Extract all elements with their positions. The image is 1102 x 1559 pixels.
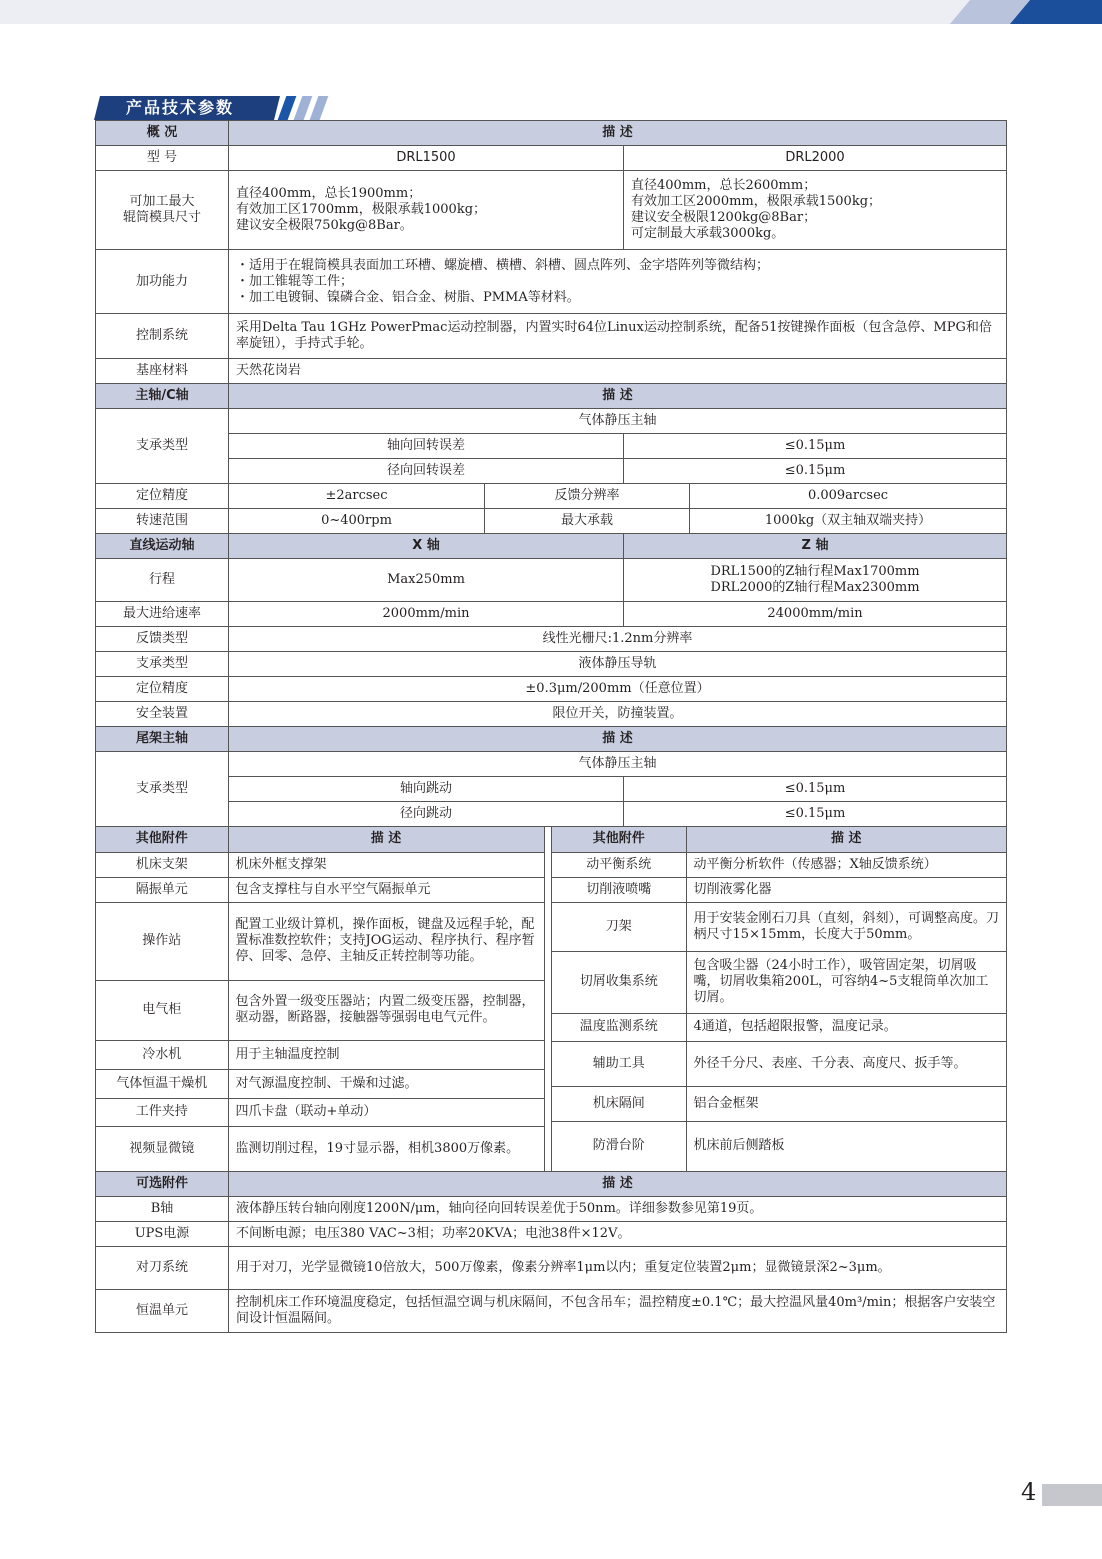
accessories-right bbox=[552, 827, 1006, 1171]
table-row bbox=[96, 1247, 1007, 1290]
header-desc: 描 述 bbox=[686, 827, 1006, 852]
row-label: 切削液喷嘴 bbox=[552, 878, 686, 903]
row-label: 辅助工具 bbox=[552, 1041, 686, 1087]
cell-value: 对气源温度控制、干燥和过滤。 bbox=[228, 1069, 544, 1098]
title-stripe bbox=[294, 96, 313, 120]
cell-value: ≤0.15μm bbox=[624, 434, 1007, 459]
cell-value: 铝合金框架 bbox=[686, 1087, 1006, 1121]
header-x-axis: X 轴 bbox=[229, 534, 624, 559]
cell-value: 切削液雾化器 bbox=[686, 878, 1006, 903]
cell-value: 四爪卡盘（联动+单动） bbox=[228, 1098, 544, 1126]
row-label: 切屑收集系统 bbox=[552, 951, 686, 1013]
accessories-wrap bbox=[96, 827, 1006, 1171]
cell-value: 包含吸尘器（24小时工作），吸管固定架，切屑吸嘴，切屑收集箱200L，可容纳4~5支辊筒单次加工切屑。 bbox=[686, 951, 1006, 1013]
cell-value: 液体静压导轨 bbox=[229, 652, 1007, 677]
row-label: 安全装置 bbox=[96, 702, 229, 727]
cell-value: 包含支撑柱与自水平空气隔振单元 bbox=[228, 877, 544, 902]
row-label: 控制系统 bbox=[96, 314, 229, 359]
cell-value: 控制机床工作环境温度稳定，包括恒温空调与机床隔间，不包含吊车；温控精度±0.1℃；最大控温风量40m³/min；根据客户安装空间设计恒温隔间。 bbox=[229, 1290, 1007, 1333]
table-row bbox=[96, 509, 1007, 534]
row-label: 行程 bbox=[96, 559, 229, 602]
table-row bbox=[96, 627, 1007, 652]
cell-value: 用于安装金刚石刀具（直刻，斜刻），可调整高度。刀柄尺寸15×15mm，长度大于50mm。 bbox=[686, 903, 1006, 952]
model-b: DRL2000 bbox=[624, 146, 1007, 171]
header-z-axis: Z 轴 bbox=[624, 534, 1007, 559]
row-label: 恒温单元 bbox=[96, 1290, 229, 1333]
page-number: 4 bbox=[1021, 1478, 1037, 1506]
row-label: 机床隔间 bbox=[552, 1087, 686, 1121]
table-row bbox=[96, 484, 1007, 509]
title-stripe bbox=[278, 96, 297, 120]
cell-value: 机床前后侧踏板 bbox=[686, 1121, 1006, 1171]
table-row bbox=[96, 146, 1007, 171]
table-row bbox=[96, 359, 1007, 384]
model-a: DRL1500 bbox=[229, 146, 624, 171]
row-label: 动平衡系统 bbox=[552, 852, 686, 877]
row-label: 定位精度 bbox=[96, 677, 229, 702]
table-row bbox=[96, 652, 1007, 677]
section-header-linear bbox=[96, 534, 1007, 559]
max-size-a: 直径400mm，总长1900mm； 有效加工区1700mm，极限承载1000kg； 建议安全极限750kg@8Bar。 bbox=[229, 171, 624, 250]
cell-value: 监测切削过程，19寸显示器，相机3800万像素。 bbox=[228, 1126, 544, 1171]
row-label: 转速范围 bbox=[96, 509, 229, 534]
row-label: 操作站 bbox=[96, 902, 228, 980]
row-label: 防滑台阶 bbox=[552, 1121, 686, 1171]
header-accessories: 其他附件 bbox=[96, 827, 228, 852]
table-row bbox=[96, 314, 1007, 359]
cell-label: 轴向回转误差 bbox=[229, 434, 624, 459]
row-label: 反馈类型 bbox=[96, 627, 229, 652]
section-header-general bbox=[96, 121, 1007, 146]
feed-x: 2000mm/min bbox=[229, 602, 624, 627]
row-label: 电气柜 bbox=[96, 980, 228, 1040]
row-label: 加功能力 bbox=[96, 250, 229, 314]
header-optional: 可选附件 bbox=[96, 1172, 229, 1197]
stroke-x: Max250mm bbox=[229, 559, 624, 602]
row-label: 定位精度 bbox=[96, 484, 229, 509]
accessories-gap bbox=[545, 827, 553, 1171]
cell-value: ≤0.15μm bbox=[624, 459, 1007, 484]
cell-label: 最大承载 bbox=[485, 509, 690, 534]
header-spindle: 主轴/C轴 bbox=[96, 384, 229, 409]
row-label: 支承类型 bbox=[96, 652, 229, 677]
header-desc: 描 述 bbox=[229, 121, 1007, 146]
cell-label: 径向跳动 bbox=[229, 802, 624, 827]
row-label: 可加工最大 辊筒模具尺寸 bbox=[96, 171, 229, 250]
table-row bbox=[96, 559, 1007, 602]
table-row bbox=[96, 602, 1007, 627]
spindle-support: 气体静压主轴 bbox=[229, 409, 1007, 434]
row-label: UPS电源 bbox=[96, 1222, 229, 1247]
cell-value: 配置工业级计算机，操作面板，键盘及远程手轮，配置标准数控软件；支持JOG运动、程序执行、程序暂停、回零、急停、主轴反正转控制等功能。 bbox=[228, 902, 544, 980]
header-accessories: 其他附件 bbox=[552, 827, 686, 852]
row-label: B轴 bbox=[96, 1197, 229, 1222]
cell-value: 线性光栅尺:1.2nm分辨率 bbox=[229, 627, 1007, 652]
cell-value: 0~400rpm bbox=[229, 509, 485, 534]
control-text: 采用Delta Tau 1GHz PowerPmac运动控制器，内置实时64位Linux运动控制系统，配备51按键操作面板（包含急停、MPG和倍率旋钮），手持式手轮。 bbox=[229, 314, 1007, 359]
row-label: 支承类型 bbox=[96, 409, 229, 484]
page-number-bar bbox=[1042, 1484, 1102, 1506]
header-linear: 直线运动轴 bbox=[96, 534, 229, 559]
table-row bbox=[96, 677, 1007, 702]
table-row bbox=[96, 250, 1007, 314]
cell-value: 外径千分尺、表座、千分表、高度尺、扳手等。 bbox=[686, 1041, 1006, 1087]
row-label: 型 号 bbox=[96, 146, 229, 171]
cell-value: 用于主轴温度控制 bbox=[228, 1040, 544, 1069]
table-row bbox=[96, 777, 1007, 802]
accessories-left bbox=[96, 827, 545, 1171]
row-label: 支承类型 bbox=[96, 752, 229, 827]
row-label: 对刀系统 bbox=[96, 1247, 229, 1290]
table-row bbox=[96, 434, 1007, 459]
cell-value: ±2arcsec bbox=[229, 484, 485, 509]
row-label: 气体恒温干燥机 bbox=[96, 1069, 228, 1098]
row-label: 工件夹持 bbox=[96, 1098, 228, 1126]
cell-value: ±0.3μm/200mm（任意位置） bbox=[229, 677, 1007, 702]
row-label: 刀架 bbox=[552, 903, 686, 952]
table-row bbox=[96, 802, 1007, 827]
header-desc: 描 述 bbox=[228, 827, 544, 852]
cell-value: ≤0.15μm bbox=[624, 802, 1007, 827]
cell-label: 轴向跳动 bbox=[229, 777, 624, 802]
cell-value: 限位开关，防撞装置。 bbox=[229, 702, 1007, 727]
cell-value: 0.009arcsec bbox=[690, 484, 1007, 509]
accessories-row bbox=[96, 827, 1007, 1172]
spec-table bbox=[95, 120, 1007, 1333]
table-row bbox=[96, 1197, 1007, 1222]
base-text: 天然花岗岩 bbox=[229, 359, 1007, 384]
table-row bbox=[96, 171, 1007, 250]
tail-support: 气体静压主轴 bbox=[229, 752, 1007, 777]
header-desc: 描 述 bbox=[229, 727, 1007, 752]
cell-value: 机床外框支撑架 bbox=[228, 852, 544, 877]
row-label: 冷水机 bbox=[96, 1040, 228, 1069]
row-label: 机床支架 bbox=[96, 852, 228, 877]
cell-value: ≤0.15μm bbox=[624, 777, 1007, 802]
section-title: 产品技术参数 bbox=[126, 98, 235, 117]
table-row bbox=[96, 459, 1007, 484]
cell-value: 液体静压转台轴向刚度1200N/μm，轴向径向回转误差优于50nm。详细参数参见第19页。 bbox=[229, 1197, 1007, 1222]
table-row bbox=[96, 702, 1007, 727]
stroke-z: DRL1500的Z轴行程Max1700mm DRL2000的Z轴行程Max2300mm bbox=[624, 559, 1007, 602]
cell-value: 不间断电源；电压380 VAC~3相；功率20KVA；电池38件×12V。 bbox=[229, 1222, 1007, 1247]
cell-label: 径向回转误差 bbox=[229, 459, 624, 484]
cell-value: 用于对刀，光学显微镜10倍放大，500万像素，像素分辨率1μm以内；重复定位装置2μm；显微镜景深2~3μm。 bbox=[229, 1247, 1007, 1290]
cell-label: 反馈分辨率 bbox=[485, 484, 690, 509]
cell-value: 动平衡分析软件（传感器；X轴反馈系统） bbox=[686, 852, 1006, 877]
header-desc: 描 述 bbox=[229, 384, 1007, 409]
row-label: 最大进给速率 bbox=[96, 602, 229, 627]
section-header-spindle bbox=[96, 384, 1007, 409]
feed-z: 24000mm/min bbox=[624, 602, 1007, 627]
max-size-b: 直径400mm，总长2600mm； 有效加工区2000mm，极限承载1500kg； 建议安全极限1200kg@8Bar； 可定制最大承载3000kg。 bbox=[624, 171, 1007, 250]
cell-value: 1000kg（双主轴双端夹持） bbox=[690, 509, 1007, 534]
title-stripe bbox=[310, 96, 329, 120]
section-header-tail bbox=[96, 727, 1007, 752]
header-general: 概 况 bbox=[96, 121, 229, 146]
row-label: 温度监测系统 bbox=[552, 1013, 686, 1041]
row-label: 基座材料 bbox=[96, 359, 229, 384]
header-tail: 尾架主轴 bbox=[96, 727, 229, 752]
cell-value: 包含外置一级变压器站；内置二级变压器，控制器，驱动器，断路器，接触器等强弱电电气元件。 bbox=[228, 980, 544, 1040]
top-banner bbox=[0, 0, 1102, 24]
capability-text: ・适用于在辊筒模具表面加工环槽、螺旋槽、横槽、斜槽、圆点阵列、金字塔阵列等微结构； ・加工锥辊等工件； ・加工电镀铜、镍磷合金、铝合金、树脂、PMMA等材料。 bbox=[229, 250, 1007, 314]
accessories-cell bbox=[96, 827, 1007, 1172]
table-row bbox=[96, 752, 1007, 777]
table-row bbox=[96, 409, 1007, 434]
table-row bbox=[96, 1222, 1007, 1247]
table-row bbox=[96, 1290, 1007, 1333]
row-label: 视频显微镜 bbox=[96, 1126, 228, 1171]
cell-value: 4通道，包括超限报警，温度记录。 bbox=[686, 1013, 1006, 1041]
row-label: 隔振单元 bbox=[96, 877, 228, 902]
section-header-optional bbox=[96, 1172, 1007, 1197]
header-desc: 描 述 bbox=[229, 1172, 1007, 1197]
